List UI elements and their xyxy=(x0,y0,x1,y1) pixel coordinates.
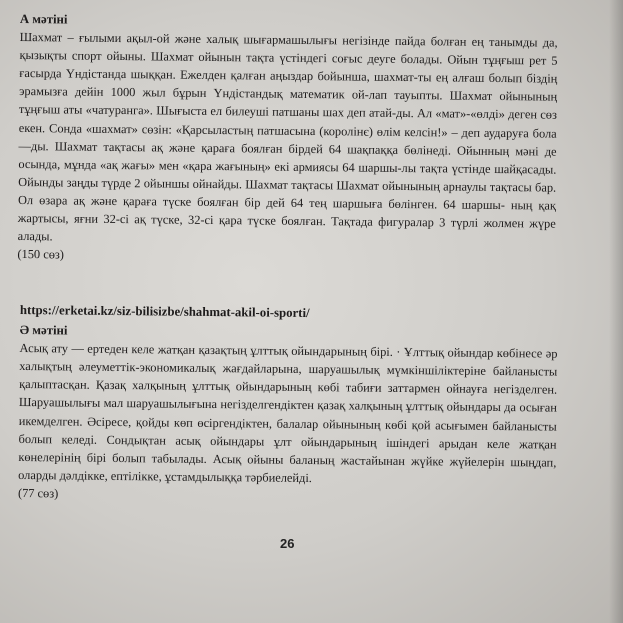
text-b-word-count: (77 сөз) xyxy=(17,485,59,501)
text-b-paragraph: Асық ату — ертеден келе жатқан қазақтың ұлттық ойындарының бірі. · Ұлттық ойындар көбінесе әр халықтың әлеуметтік-экономикалық жағдайларына, шаруашылық мүмкіншіліктеріне байланысты қалыптасқан. Қазақ халқының ұлттық ойындарының көбі табиғи заттармен ойнауға негізделген. Шаруашылығы мал шаруашылығына негізделгендіктен қазақ халқының ұлттық ойындары да осыған икемделген. Әсіресе, қойды көп өсіргендіктен, балалар ойынының көбі қой асығымен байланысты болып келеді. Сондықтан асық ойындары ұлт ойындарының ішіндегі арыдан келе жатқан көнелерінің бірі болып табылады. Асық ойыны баланың жастайынан жүйке жүйелерін шыңдап, оларды дәлдікке, ептілікке, ұстамдылыққа тәрбиелейді. xyxy=(18,341,558,485)
text-b-heading: Ә мәтіні xyxy=(19,323,68,338)
source-link[interactable]: https://erketai.kz/siz-bilisizbe/shahmat-akil-oi-sporti/ xyxy=(19,302,310,321)
text-a-heading: А мәтіні xyxy=(19,11,68,27)
text-b-block xyxy=(18,301,558,508)
page-edge-shadow xyxy=(609,0,623,623)
text-a-block xyxy=(17,10,558,269)
page-number: 26 xyxy=(280,536,295,551)
text-a-word-count: (150 сөз) xyxy=(17,247,65,262)
text-a-paragraph: Шахмат – ғылыми ақыл-ой және халық шығармашылығы негізінде пайда болған ең танымды да, қызықты спорт ойыны. Шахмат ойынын тақта үстіндегі соғыс деуге болады. Ойын тұңғыш рет 5 ғасырда Үндістанда шыққан. Ежелден қалған аңыздар бойынша, шахмат-ты ең алғаш болып біздің эрамызға дейін 1000 жыл бұрын Үндістандық математик ой-лап тауыпты. Шахмат ойынының тұңғыш аты «чатуранга». Шығыста ел билеуші патшаны шах деп атай-ды. Ал «мат»-«өлді» деген сөз екен. Сонда «шахмат» сөзін: «Қарсыластың патшасына (королінє) өлім келсін!» – деп аударуға бола—ды. Шахмат тақтасы ақ және қараға боялған бірдей 64 шақпаққа бөлінеді. Ойынның мәні де осында, мұнда «ақ жағы» мен «қара жағының» екі армиясы 64 шаршы-лы тақта үстінде шайқасады. Ойынды заңды түрде 2 ойыншы ойнайды. Шахмат тақтасы Шахмат ойынының арнаулы тақтасы бар. Ол өзара ақ және қараға түске боялған бір дей 64 тең шаршыға бөлінген. 64 шаршы- ның қақ жартысы, яғни 32-сі ақ түске, 32-сі қара түске боялған. Тақтада фигуралар 3 түрлі жолмен жүре алады. xyxy=(17,30,558,244)
